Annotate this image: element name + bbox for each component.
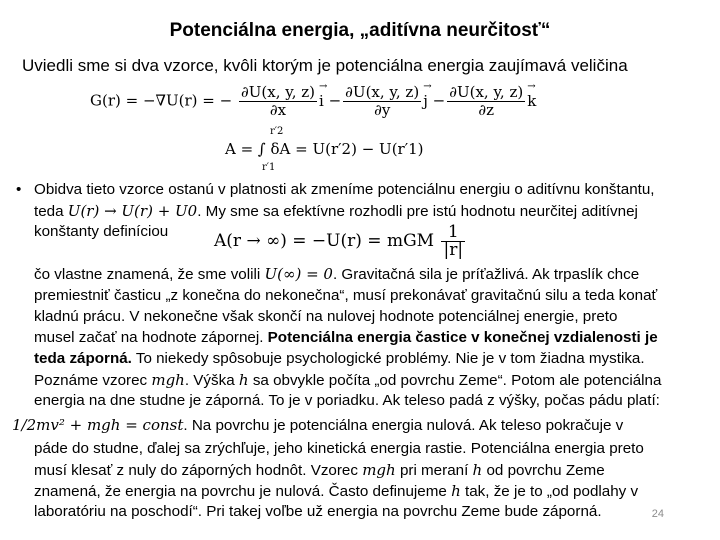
work-integral-equation — [225, 140, 424, 158]
text-line: teda U(r) → U(r) + U0. My sme sa efektívne rozhodli pre istú hodnotu neurčitej aditívnej — [34, 202, 638, 220]
eq2: A = ∫ δA = U(r′2) − U(r′1) — [225, 140, 424, 158]
text-line: teda záporná. To niekedy spôsobuje psychologické problémy. Nie je v tom žiadna mystika. — [34, 350, 645, 367]
work-to-infinity-equation: A(r → ∞) = −U(r) = mGM $\frac{1}{|r|}$ — [214, 222, 464, 260]
text-line: znamená, že energia na povrchu je nulová. Často definujeme h tak, že je to „od podlahy v — [34, 482, 639, 500]
eq1-i: → i — [319, 92, 324, 110]
integral-lower-limit: r′1 — [262, 162, 276, 173]
inline-math: U(∞) = 0 — [264, 265, 333, 283]
subtitle: Uviedli sme si dva vzorce, kvôli ktorým je potenciálna energia zaujímavá veličina — [22, 56, 628, 75]
text-line: 1/2mv² + mgh = const. Na povrchu je potenciálna energia nulová. Ak teleso pokračuje v — [12, 416, 624, 434]
text-line: musí klesať z nuly do záporných hodnôt. Vzorec mgh pri meraní h od povrchu Zeme — [34, 461, 605, 479]
eq1-frac-x: $\frac{\partial U(x, y, z)}{\partial x}$ — [240, 83, 316, 119]
text-line: konštanty definíciou — [34, 223, 169, 240]
eq1-k: → k — [527, 92, 536, 110]
eq1-lhs: G(r) = −∇U(r) = − — [90, 91, 233, 110]
energy-conservation-equation: 1/2mv² + mgh = const — [12, 416, 184, 434]
integral-upper-limit: r′2 — [270, 126, 284, 137]
text-line: • Obidva tieto vzorce ostanú v platnosti ak zmeníme potenciálnu energiu o aditívnu konštantu, — [16, 181, 655, 198]
inline-math: U(r) → U(r) + U0 — [67, 202, 198, 220]
eq1-frac-z: $\frac{\partial U(x, y, z)}{\partial z}$ — [449, 83, 524, 119]
text-line: energia na dne studne je záporná. To je v poriadku. Ak teleso padá z výšky, počas pádu platí: — [34, 392, 660, 409]
text-line: laboratóriu na poschodí“. Pri takej voľbe už energia na povrchu Zeme bude záporná. — [34, 503, 602, 520]
text-line: musel začať na hodnote zápornej. Potenciálna energia častice v konečnej vzdialenosti je — [34, 329, 658, 346]
gradient-equation: G(r) = −∇U(r) = − $\frac{\partial U(x, y, z)}{\partial x}$ → i − $\frac{\partial U(x, y, z)}{\partial y}$ → j − $\frac{\partial U(x, y, z)}{\partial z}$ → k — [90, 84, 536, 119]
text-line: kladnú prácu. V nekonečne však skončí na nulovej hodnote potenciálnej energie, preto — [34, 308, 618, 325]
text-line: Poznáme vzorec mgh. Výška h sa obvykle počíta „od povrchu Zeme“. Potom ale potenciálna — [34, 371, 662, 389]
page-title: Potenciálna energia, „aditívna neurčitosť“ — [169, 20, 551, 41]
eq1-j: → j — [423, 92, 428, 110]
text-line: páde do studne, ďalej sa zrýchľuje, jeho kinetická energia rastie. Potenciálna energia preto — [34, 440, 644, 457]
text-line: premiestniť časticu „z konečna do nekonečna“, musí prekonávať gravitačnú silu a teda konať — [34, 287, 658, 304]
eq1-frac-y: $\frac{\partial U(x, y, z)}{\partial y}$ — [345, 83, 420, 119]
page-number: 24 — [651, 508, 664, 520]
text-line: čo vlastne znamená, že sme volili U(∞) = 0. Gravitačná sila je príťažlivá. Ak trpaslík chce — [34, 265, 640, 283]
